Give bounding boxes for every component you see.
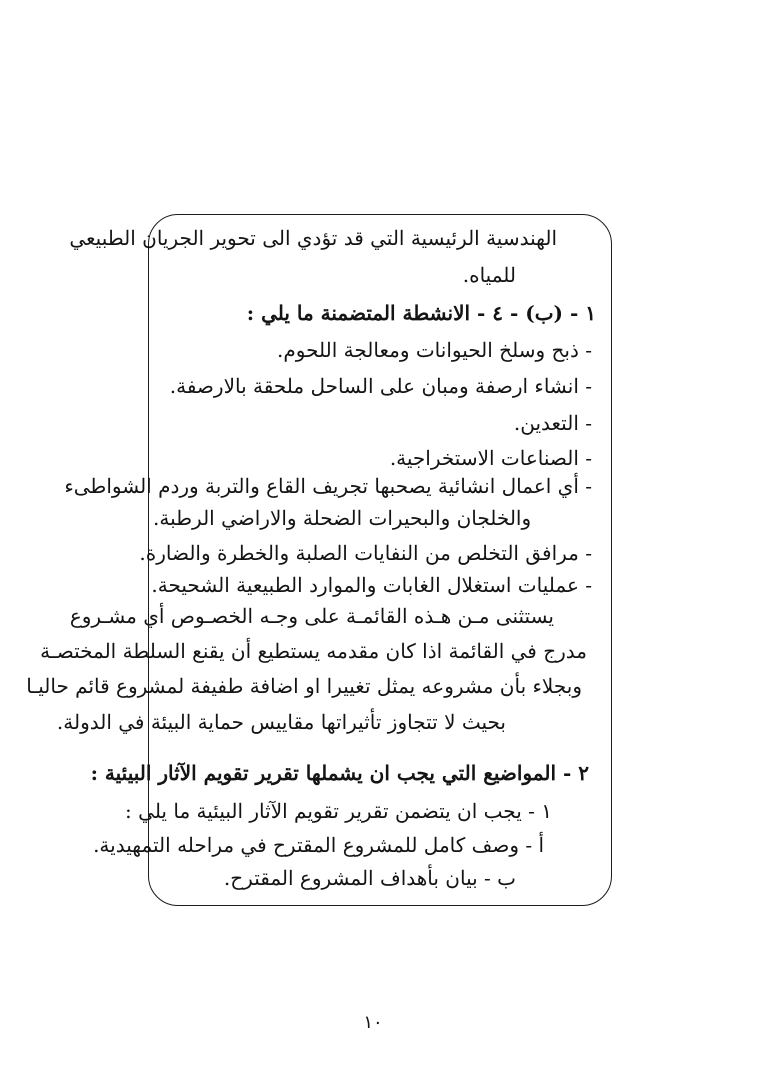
- list-item: - التعدين.: [513, 411, 592, 435]
- list-item-continuation: والخلجان والبحيرات الضحلة والاراضي الرطبة.: [153, 506, 532, 530]
- list-item: - الصناعات الاستخراجية.: [389, 446, 592, 470]
- page-border-box: [26, 214, 612, 906]
- paragraph-line: وبجلاء بأن مشروعه يمثل تغييرا او اضافة طفيفة لمشروع قائم حاليـا: [26, 674, 582, 698]
- lettered-item: ب - بيان بأهداف المشروع المقترح.: [223, 866, 516, 890]
- paragraph-line: بحيث لا تتجاوز تأثيراتها مقاييس حماية البيئة في الدولة.: [56, 710, 506, 734]
- numbered-item: ١ - يجب ان يتضمن تقرير تقويم الآثار البيئية ما يلي :: [125, 799, 552, 823]
- paragraph-line: يستثنى مـن هـذه القائمـة على وجـه الخصـوص أي مشـروع: [69, 604, 554, 628]
- list-item: - مرافق التخلص من النفايات الصلبة والخطرة والضارة.: [139, 541, 592, 565]
- page-number: ١٠: [363, 1012, 383, 1033]
- list-item: - عمليات استغلال الغابات والموارد الطبيعية الشحيحة.: [151, 573, 592, 597]
- lettered-item: أ - وصف كامل للمشروع المقترح في مراحله التمهيدية.: [93, 833, 544, 857]
- list-heading: ١ - (ب) - ٤ - الانشطة المتضمنة ما يلي :: [246, 301, 596, 325]
- section-heading: ٢ - المواضيع التي يجب ان يشملها تقرير تقويم الآثار البيئية :: [90, 761, 589, 785]
- text-line: للمياه.: [462, 263, 516, 287]
- list-item: - أي اعمال انشائية يصحبها تجريف القاع والتربة وردم الشواطىء: [64, 474, 592, 498]
- text-line: الهندسية الرئيسية التي قد تؤدي الى تحوير الجريان الطبيعي: [69, 226, 557, 250]
- list-item: - انشاء ارصفة ومبان على الساحل ملحقة بالارصفة.: [169, 374, 592, 398]
- list-item: - ذبح وسلخ الحيوانات ومعالجة اللحوم.: [277, 338, 592, 362]
- paragraph-line: مدرج في القائمة اذا كان مقدمه يستطيع أن يقنع السلطة المختصـة: [40, 639, 587, 663]
